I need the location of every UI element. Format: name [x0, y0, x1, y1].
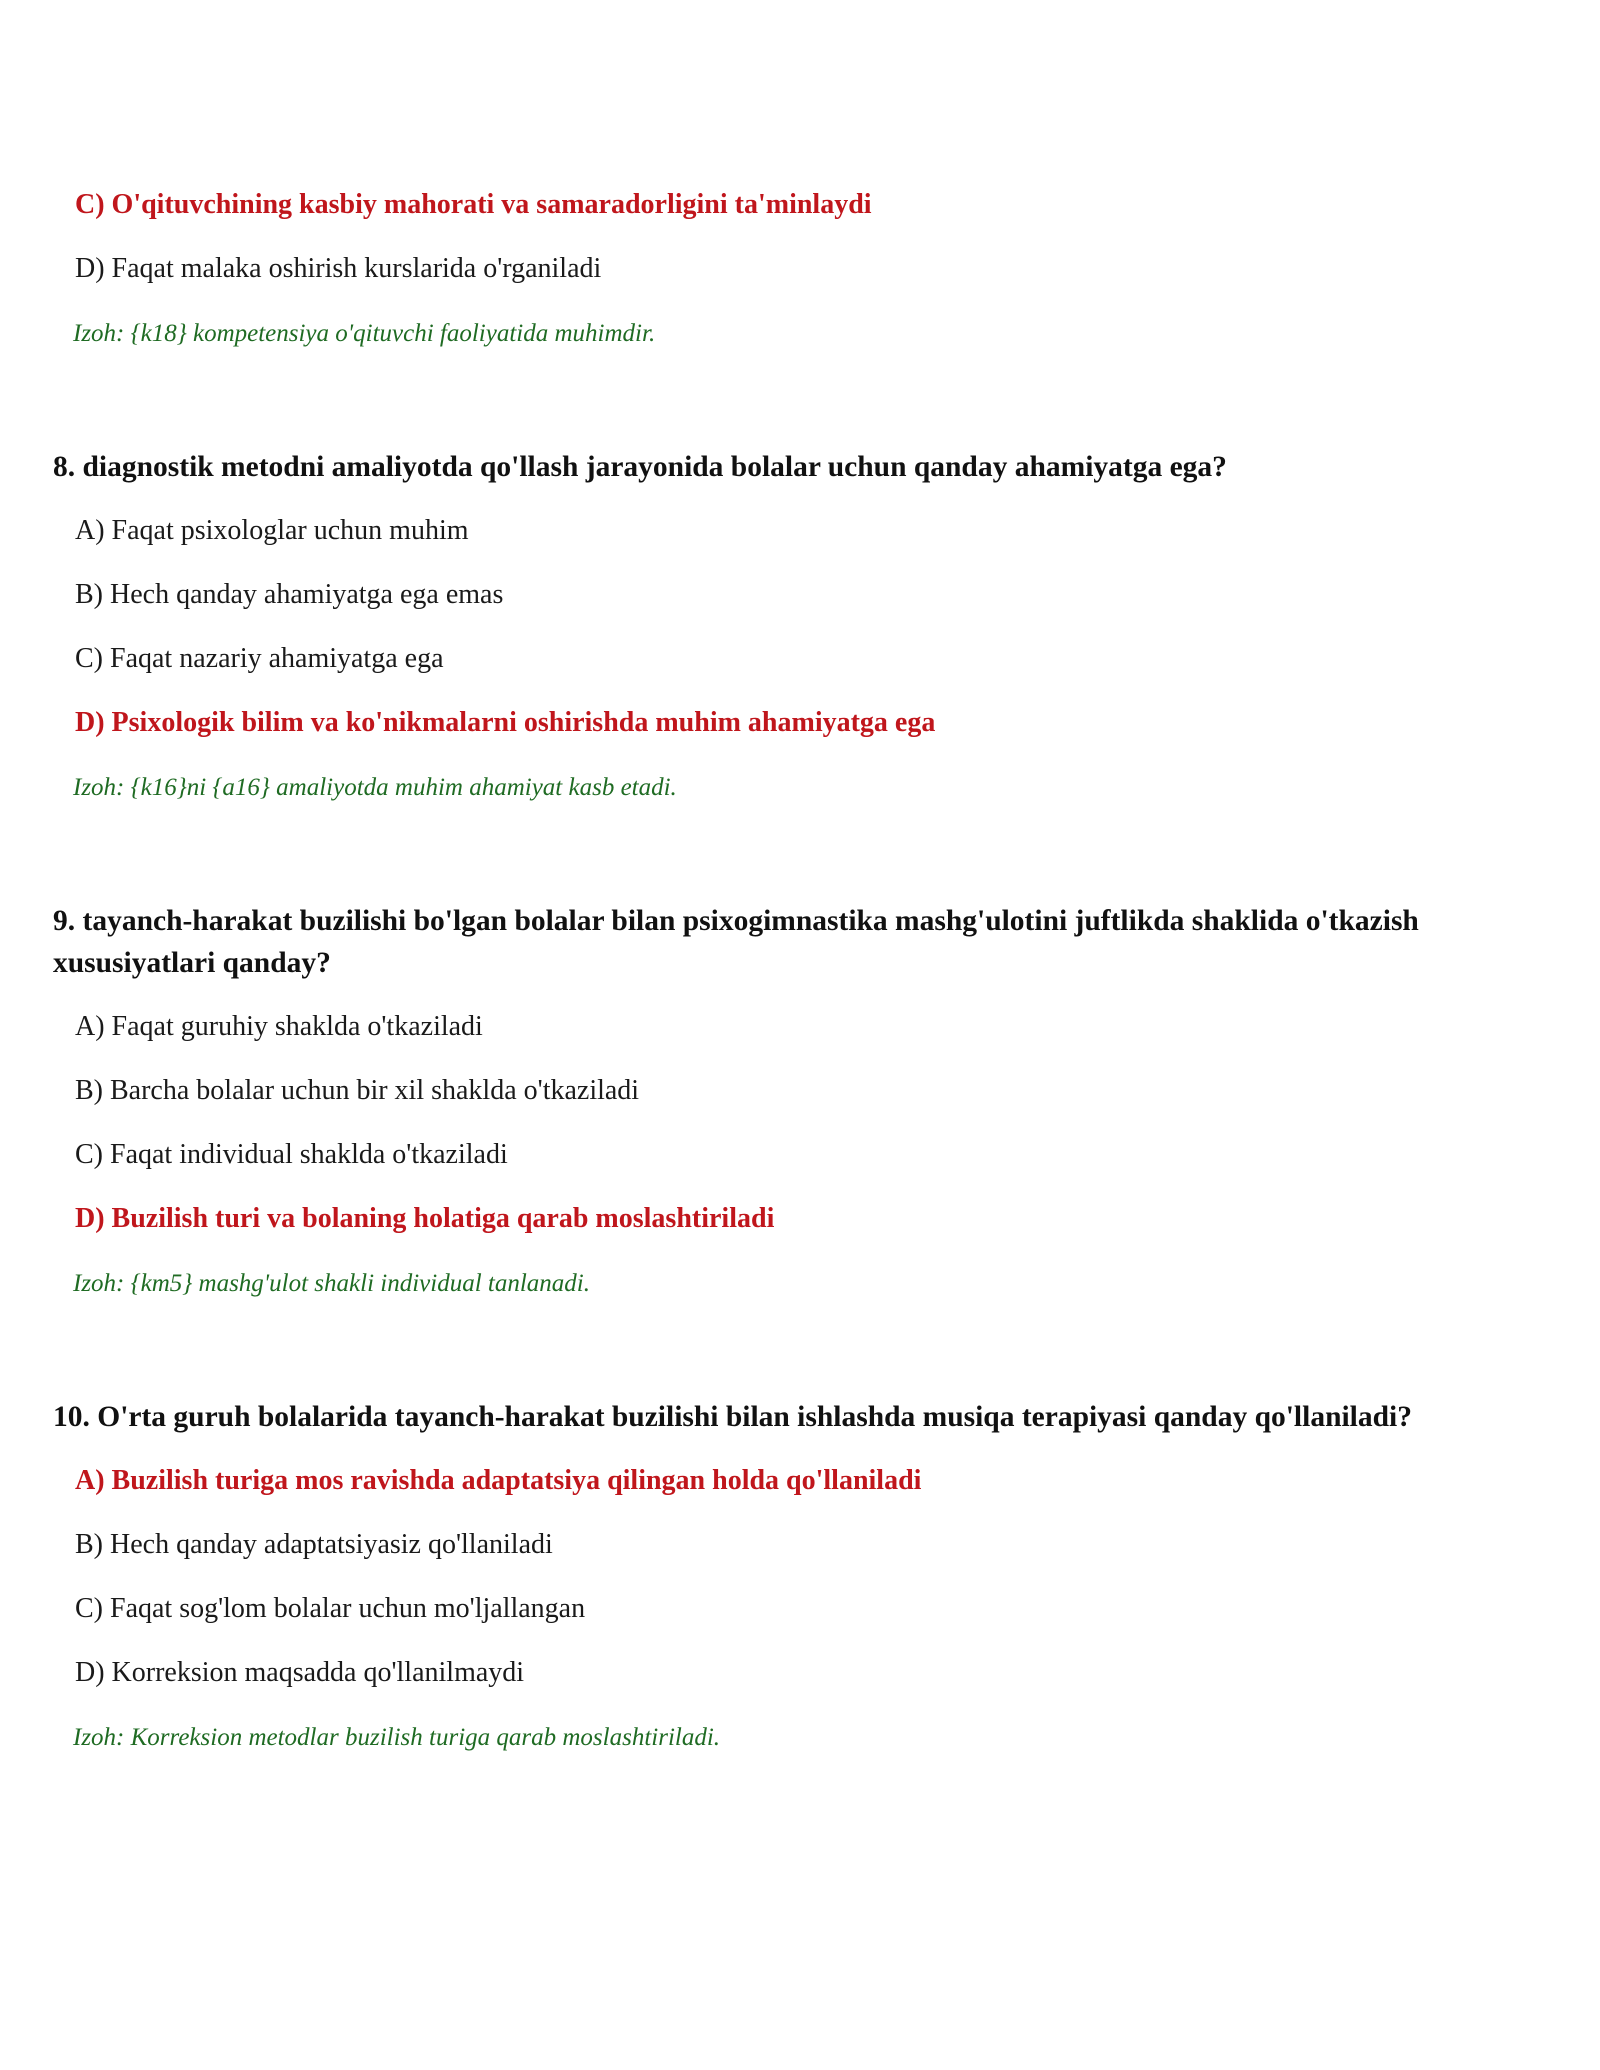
q10-option-b: B) Hech qanday adaptatsiyasiz qo'llaniladi: [75, 1529, 553, 1560]
q9-note: Izoh: {km5} mashg'ulot shakli individual tanlanadi.: [73, 1270, 590, 1297]
q10-note: Izoh: Korreksion metodlar buzilish turiga qarab moslashtiriladi.: [73, 1724, 721, 1751]
q7-option-d: D) Faqat malaka oshirish kurslarida o'rganiladi: [75, 253, 602, 284]
q9-option-a: A) Faqat guruhiy shaklda o'tkaziladi: [75, 1011, 483, 1042]
q8-note: Izoh: {k16}ni {a16} amaliyotda muhim ahamiyat kasb etadi.: [73, 774, 677, 801]
q7-option-c-correct: C) O'qituvchining kasbiy mahorati va samaradorligini ta'minlaydi: [75, 189, 872, 220]
q10-option-d: D) Korreksion maqsadda qo'llanilmaydi: [75, 1657, 525, 1688]
q8-option-c: C) Faqat nazariy ahamiyatga ega: [75, 643, 444, 674]
q9-option-b: B) Barcha bolalar uchun bir xil shaklda o'tkaziladi: [75, 1075, 640, 1106]
q9-option-d-correct: D) Buzilish turi va bolaning holatiga qarab moslashtiriladi: [75, 1203, 775, 1234]
q9-question-line1: 9. tayanch-harakat buzilishi bo'lgan bolalar bilan psixogimnastika mashg'ulotini juftlikda shaklida o'tkazish: [53, 905, 1419, 937]
q10-option-c: C) Faqat sog'lom bolalar uchun mo'ljallangan: [75, 1593, 586, 1624]
q8-option-d-correct: D) Psixologik bilim va ko'nikmalarni oshirishda muhim ahamiyatga ega: [75, 707, 936, 738]
q9-option-c: C) Faqat individual shaklda o'tkaziladi: [75, 1139, 508, 1170]
q10-option-a-correct: A) Buzilish turiga mos ravishda adaptatsiya qilingan holda qo'llaniladi: [75, 1465, 922, 1496]
q8-option-b: B) Hech qanday ahamiyatga ega emas: [75, 579, 504, 610]
q8-question: 8. diagnostik metodni amaliyotda qo'llash jarayonida bolalar uchun qanday ahamiyatga ega?: [53, 451, 1227, 483]
q7-note: Izoh: {k18} kompetensiya o'qituvchi faoliyatida muhimdir.: [73, 320, 656, 347]
q9-question-line2: xususiyatlari qanday?: [53, 947, 331, 979]
q8-option-a: A) Faqat psixologlar uchun muhim: [75, 515, 469, 546]
q10-question: 10. O'rta guruh bolalarida tayanch-harakat buzilishi bilan ishlashda musiqa terapiyasi qanday qo'llaniladi?: [53, 1401, 1412, 1433]
